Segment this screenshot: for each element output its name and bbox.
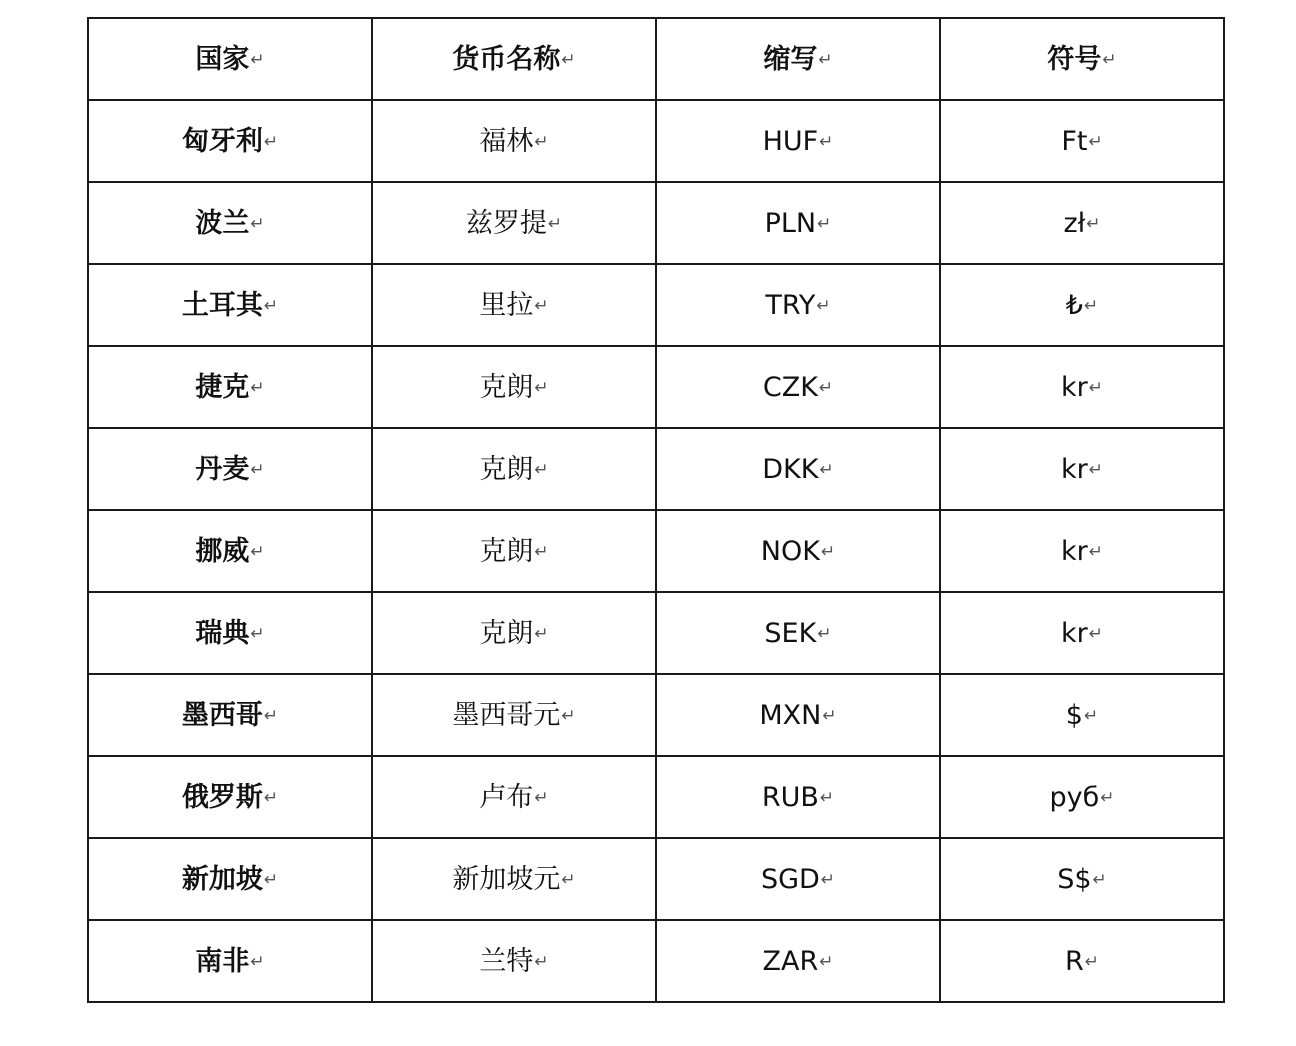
currency-table: [87, 17, 1225, 1003]
paragraph-mark: ↵: [561, 49, 576, 70]
paragraph-mark: ↵: [534, 377, 549, 398]
symbol-cell: kr↵: [940, 510, 1224, 592]
country-cell: 波兰↵: [88, 182, 372, 264]
paragraph-mark: ↵: [534, 951, 549, 972]
code-cell: NOK↵: [656, 510, 940, 592]
currency-cell: 克朗↵: [372, 346, 656, 428]
country-cell: 瑞典↵: [88, 592, 372, 674]
paragraph-mark: ↵: [250, 623, 265, 644]
paragraph-mark: ↵: [263, 705, 279, 726]
paragraph-mark: ↵: [819, 131, 834, 152]
paragraph-mark: ↵: [534, 541, 549, 562]
paragraph-mark: ↵: [818, 377, 834, 398]
paragraph-mark: ↵: [816, 295, 831, 316]
table-row: [88, 346, 1224, 428]
currency-cell: 卢布↵: [372, 756, 656, 838]
paragraph-mark: ↵: [1084, 951, 1099, 972]
header-currency-name: 货币名称↵: [372, 18, 656, 100]
paragraph-mark: ↵: [250, 49, 265, 70]
paragraph-mark: ↵: [822, 705, 837, 726]
header-symbol: 符号↵: [940, 18, 1224, 100]
paragraph-mark: ↵: [534, 131, 549, 152]
table-row: [88, 920, 1224, 1002]
paragraph-mark: ↵: [1092, 869, 1107, 890]
paragraph-mark: ↵: [819, 951, 834, 972]
currency-cell: 新加坡元↵: [372, 838, 656, 920]
paragraph-mark: ↵: [263, 869, 279, 890]
paragraph-mark: ↵: [1088, 459, 1103, 480]
table-row: [88, 592, 1224, 674]
paragraph-mark: ↵: [263, 787, 279, 808]
paragraph-mark: ↵: [818, 49, 833, 70]
symbol-cell: $↵: [940, 674, 1224, 756]
paragraph-mark: ↵: [1088, 131, 1103, 152]
paragraph-mark: ↵: [1102, 49, 1117, 70]
paragraph-mark: ↵: [534, 623, 549, 644]
paragraph-mark: ↵: [263, 131, 279, 152]
paragraph-mark: ↵: [1088, 377, 1103, 398]
currency-cell: 兹罗提↵: [372, 182, 656, 264]
header-country: 国家↵: [88, 18, 372, 100]
table-row: [88, 510, 1224, 592]
paragraph-mark: ↵: [561, 705, 576, 726]
header-abbreviation: 缩写↵: [656, 18, 940, 100]
paragraph-mark: ↵: [534, 295, 549, 316]
paragraph-mark: ↵: [819, 459, 834, 480]
paragraph-mark: ↵: [817, 623, 832, 644]
table-row: [88, 100, 1224, 182]
symbol-cell: S$↵: [940, 838, 1224, 920]
code-cell: HUF↵: [656, 100, 940, 182]
symbol-cell: Ft↵: [940, 100, 1224, 182]
paragraph-mark: ↵: [820, 869, 836, 890]
paragraph-mark: ↵: [1083, 705, 1099, 726]
paragraph-mark: ↵: [1100, 787, 1115, 808]
code-cell: DKK↵: [656, 428, 940, 510]
currency-cell: 里拉↵: [372, 264, 656, 346]
table-row: [88, 182, 1224, 264]
symbol-cell: kr↵: [940, 346, 1224, 428]
paragraph-mark: ↵: [534, 459, 549, 480]
paragraph-mark: ↵: [250, 377, 265, 398]
country-cell: 捷克↵: [88, 346, 372, 428]
paragraph-mark: ↵: [817, 213, 832, 234]
paragraph-mark: ↵: [820, 541, 836, 562]
paragraph-mark: ↵: [250, 541, 265, 562]
paragraph-mark: ↵: [263, 295, 279, 316]
paragraph-mark: ↵: [250, 459, 265, 480]
paragraph-mark: ↵: [534, 787, 549, 808]
code-cell: CZK↵: [656, 346, 940, 428]
header-row: [88, 18, 1224, 100]
code-cell: SGD↵: [656, 838, 940, 920]
table-row: [88, 838, 1224, 920]
paragraph-mark: ↵: [250, 213, 265, 234]
table-row: [88, 264, 1224, 346]
symbol-cell: zł↵: [940, 182, 1224, 264]
country-cell: 墨西哥↵: [88, 674, 372, 756]
country-cell: 挪威↵: [88, 510, 372, 592]
currency-cell: 克朗↵: [372, 510, 656, 592]
country-cell: 南非↵: [88, 920, 372, 1002]
country-cell: 新加坡↵: [88, 838, 372, 920]
country-cell: 匈牙利↵: [88, 100, 372, 182]
paragraph-mark: ↵: [250, 951, 265, 972]
country-cell: 丹麦↵: [88, 428, 372, 510]
country-cell: 俄罗斯↵: [88, 756, 372, 838]
paragraph-mark: ↵: [1088, 623, 1103, 644]
symbol-cell: kr↵: [940, 428, 1224, 510]
paragraph-mark: ↵: [547, 213, 563, 234]
currency-cell: 兰特↵: [372, 920, 656, 1002]
currency-cell: 墨西哥元↵: [372, 674, 656, 756]
currency-table-container: [87, 17, 1223, 1003]
country-cell: 土耳其↵: [88, 264, 372, 346]
symbol-cell: kr↵: [940, 592, 1224, 674]
table-row: [88, 756, 1224, 838]
symbol-cell: руб↵: [940, 756, 1224, 838]
code-cell: TRY↵: [656, 264, 940, 346]
code-cell: MXN↵: [656, 674, 940, 756]
code-cell: RUB↵: [656, 756, 940, 838]
paragraph-mark: ↵: [1088, 541, 1103, 562]
code-cell: SEK↵: [656, 592, 940, 674]
symbol-cell: R↵: [940, 920, 1224, 1002]
table-row: [88, 674, 1224, 756]
paragraph-mark: ↵: [561, 869, 576, 890]
table-row: [88, 428, 1224, 510]
code-cell: ZAR↵: [656, 920, 940, 1002]
paragraph-mark: ↵: [1086, 213, 1101, 234]
paragraph-mark: ↵: [1083, 295, 1099, 316]
paragraph-mark: ↵: [819, 787, 835, 808]
currency-cell: 克朗↵: [372, 428, 656, 510]
symbol-cell: ₺↵: [940, 264, 1224, 346]
currency-cell: 克朗↵: [372, 592, 656, 674]
code-cell: PLN↵: [656, 182, 940, 264]
currency-cell: 福林↵: [372, 100, 656, 182]
